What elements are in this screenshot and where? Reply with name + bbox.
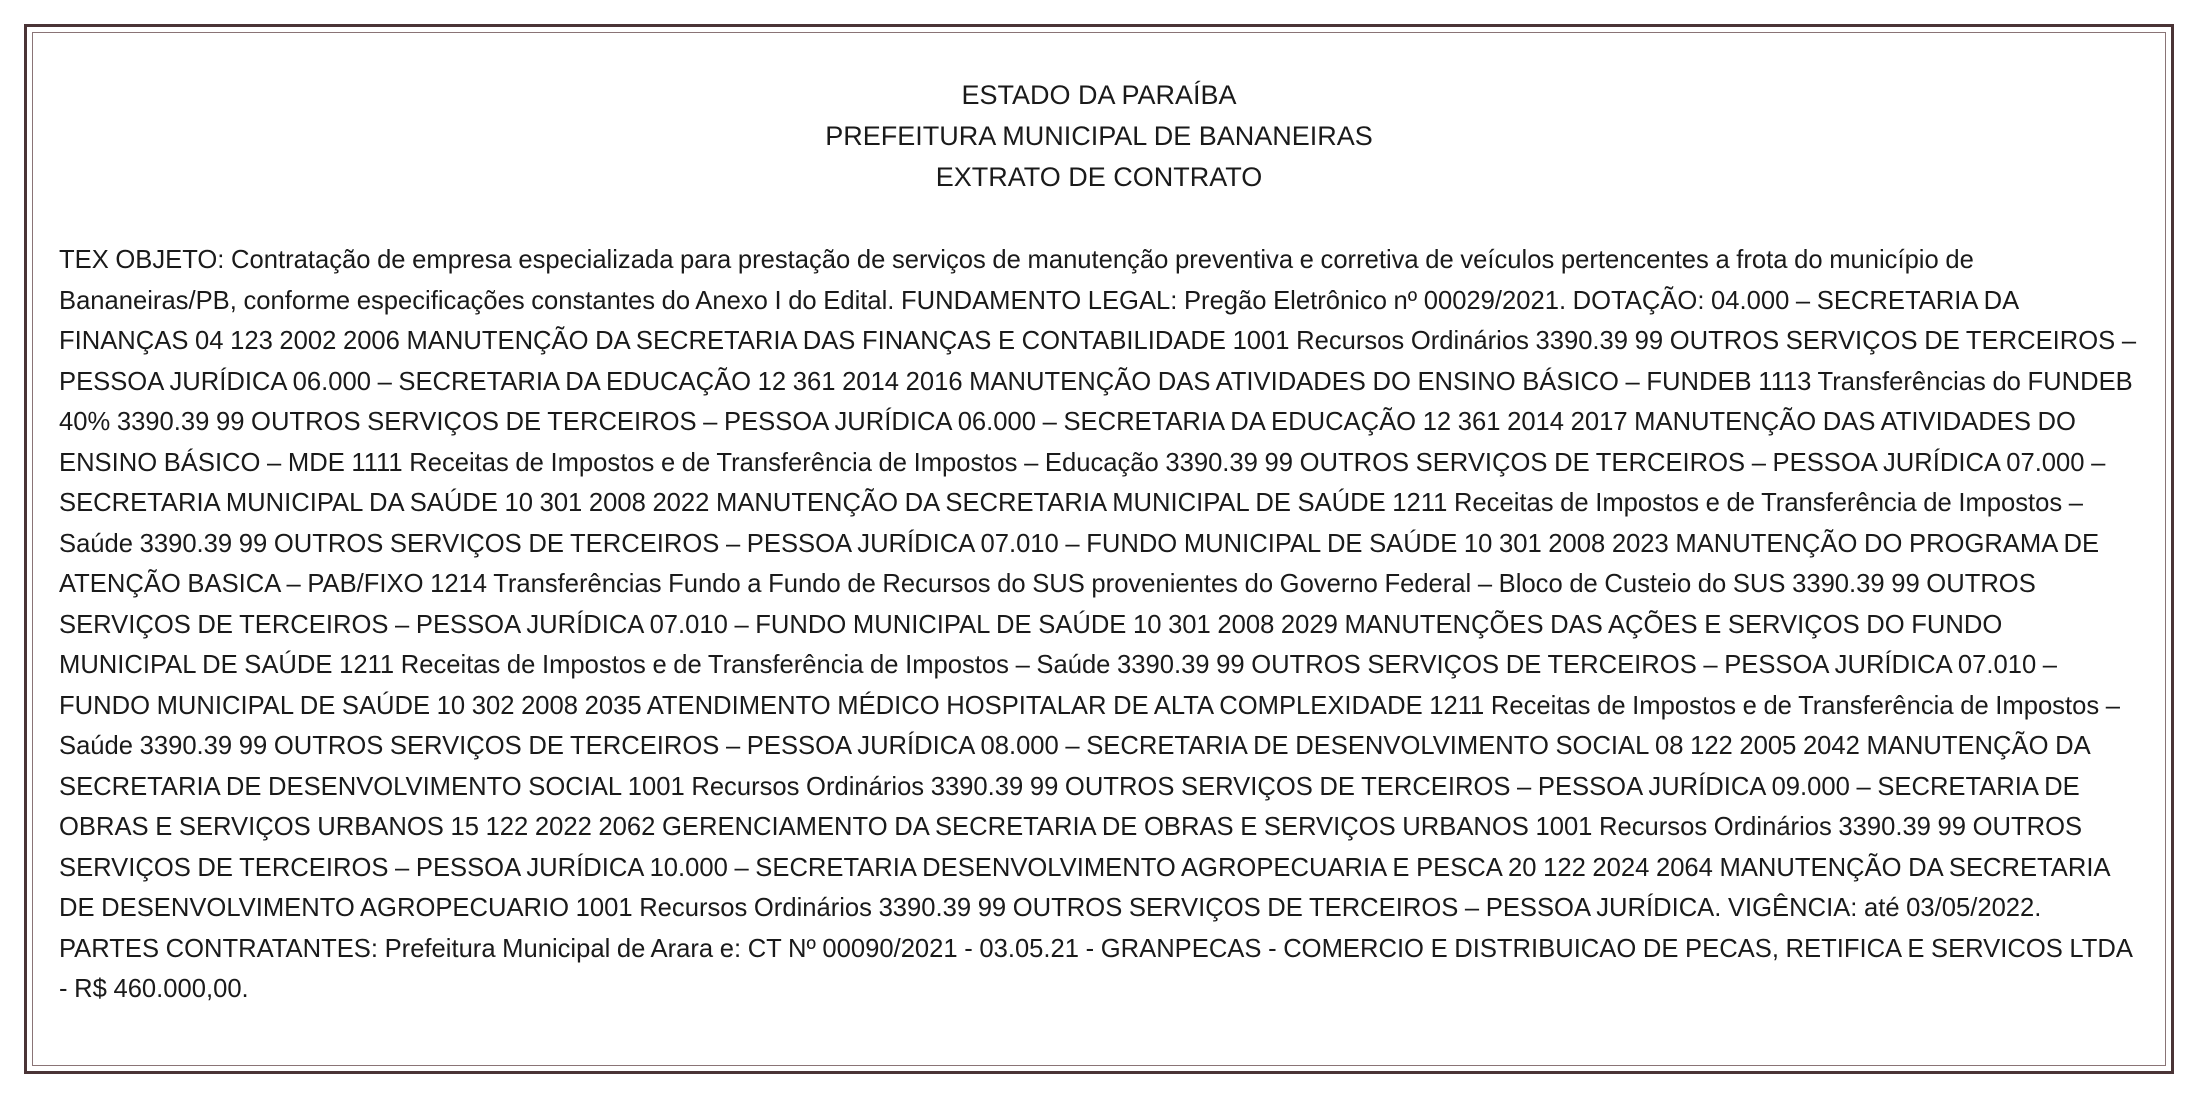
document-frame (24, 24, 2174, 1074)
heading-municipality: PREFEITURA MUNICIPAL DE BANANEIRAS (825, 121, 1373, 151)
contract-extract-text: TEX OBJETO: Contratação de empresa especializada para prestação de serviços de manutenção preventiva e corretiva de veículos pertencentes a frota do município de Bananeiras/PB, conforme especificações constantes do Anexo I do Edital. FUNDAMENTO LEGAL: Pregão Eletrônico nº 00029/2021. DOTAÇÃO: 04.000 – SECRETARIA DA FINANÇAS 04 123 2002 2006 MANUTENÇÃO DA SECRETARIA DAS FINANÇAS E CONTABILIDADE 1001 Recursos Ordinários 3390.39 99 OUTROS SERVIÇOS DE TERCEIROS – PESSOA JURÍDICA 06.000 – SECRETARIA DA EDUCAÇÃO 12 361 2014 2016 MANUTENÇÃO DAS ATIVIDADES DO ENSINO BÁSICO – FUNDEB 1113 Transferências do FUNDEB 40% 3390.39 99 OUTROS SERVIÇOS DE TERCEIROS – PESSOA JURÍDICA 06.000 – SECRETARIA DA EDUCAÇÃO 12 361 2014 2017 MANUTENÇÃO DAS ATIVIDADES DO ENSINO BÁSICO – MDE 1111 Receitas de Impostos e de Transferência de Impostos – Educação 3390.39 99 OUTROS SERVIÇOS DE TERCEIROS – PESSOA JURÍDICA 07.000 – SECRETARIA MUNICIPAL DA SAÚDE 10 301 2008 2022 MANUTENÇÃO DA SECRETARIA MUNICIPAL DE SAÚDE 1211 Receitas de Impostos e de Transferência de Impostos – Saúde 3390.39 99 OUTROS SERVIÇOS DE TERCEIROS – PESSOA JURÍDICA 07.010 – FUNDO MUNICIPAL DE SAÚDE 10 301 2008 2023 MANUTENÇÃO DO PROGRAMA DE ATENÇÃO BASICA – PAB/FIXO 1214 Transferências Fundo a Fundo de Recursos do SUS provenientes do Governo Federal – Bloco de Custeio do SUS 3390.39 99 OUTROS SERVIÇOS DE TERCEIROS – PESSOA JURÍDICA 07.010 – FUNDO MUNICIPAL DE SAÚDE 10 301 2008 2029 MANUTENÇÕES DAS AÇÕES E SERVIÇOS DO FUNDO MUNICIPAL DE SAÚDE 1211 Receitas de Impostos e de Transferência de Impostos – Saúde 3390.39 99 OUTROS SERVIÇOS DE TERCEIROS – PESSOA JURÍDICA 07.010 – FUNDO MUNICIPAL DE SAÚDE 10 302 2008 2035 ATENDIMENTO MÉDICO HOSPITALAR DE ALTA COMPLEXIDADE 1211 Receitas de Impostos e de Transferência de Impostos – Saúde 3390.39 99 OUTROS SERVIÇOS DE TERCEIROS – PESSOA JURÍDICA 08.000 – SECRETARIA DE DESENVOLVIMENTO SOCIAL 08 122 2005 2042 MANUTENÇÃO DA SECRETARIA DE DESENVOLVIMENTO SOCIAL 1001 Recursos Ordinários 3390.39 99 OUTROS SERVIÇOS DE TERCEIROS – PESSOA JURÍDICA 09.000 – SECRETARIA DE OBRAS E SERVIÇOS URBANOS 15 122 2022 2062 GERENCIAMENTO DA SECRETARIA DE OBRAS E SERVIÇOS URBANOS 1001 Recursos Ordinários 3390.39 99 OUTROS SERVIÇOS DE TERCEIROS – PESSOA JURÍDICA 10.000 – SECRETARIA DESENVOLVIMENTO AGROPECUARIA E PESCA 20 122 2024 2064 MANUTENÇÃO DA SECRETARIA DE DESENVOLVIMENTO AGROPECUARIO 1001 Recursos Ordinários 3390.39 99 OUTROS SERVIÇOS DE TERCEIROS – PESSOA JURÍDICA. VIGÊNCIA: até 03/05/2022. PARTES CONTRATANTES: Prefeitura Municipal de Arara e: CT Nº 00090/2021 - 03.05.21 - GRANPECAS - COMERCIO E DISTRIBUICAO DE PECAS, RETIFICA E SERVICOS LTDA - R$ 460.000,00. (59, 246, 2137, 1003)
heading-document-type: EXTRATO DE CONTRATO (935, 162, 1263, 192)
heading-state: ESTADO DA PARAÍBA (961, 80, 1237, 110)
document-heading (27, 75, 2171, 198)
